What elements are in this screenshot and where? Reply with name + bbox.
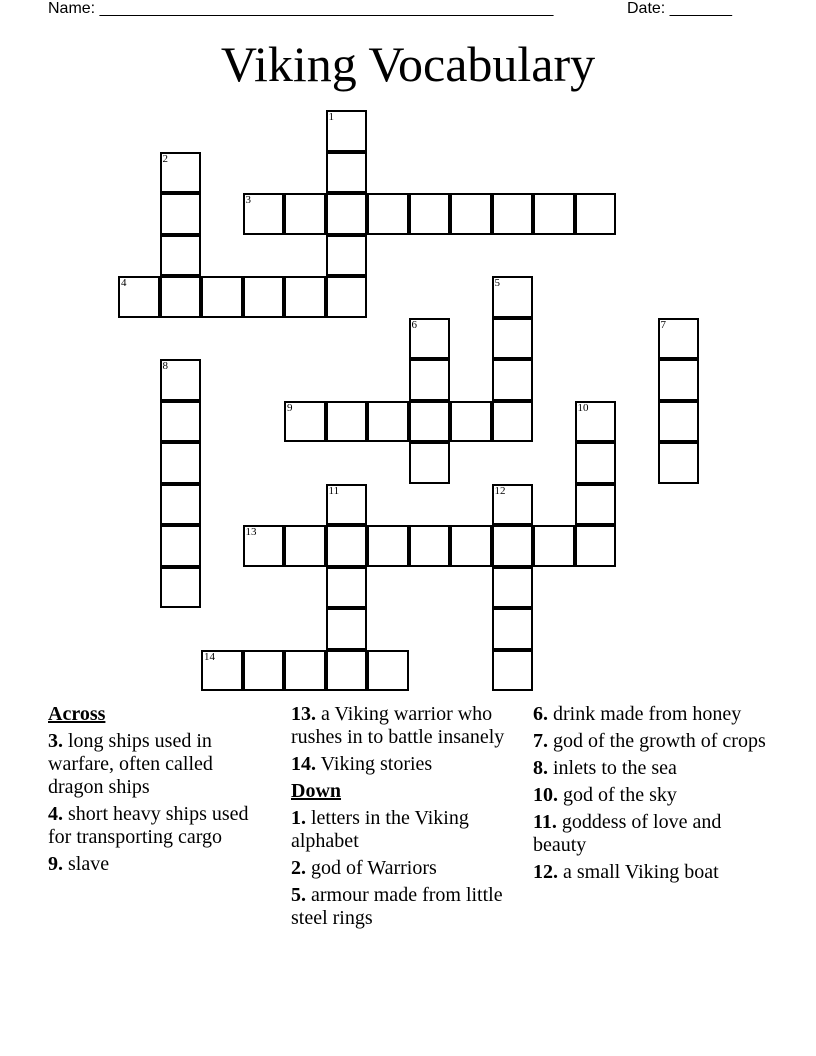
crossword-cell[interactable] (492, 193, 534, 235)
down-heading: Down (291, 780, 342, 802)
crossword-cell[interactable] (575, 484, 617, 526)
crossword-cell[interactable] (367, 401, 409, 443)
crossword-cell[interactable] (367, 193, 409, 235)
crossword-cell[interactable] (367, 650, 409, 692)
clue-number: 5 (494, 277, 500, 289)
crossword-cell[interactable] (160, 525, 202, 567)
clue-number: 3 (245, 194, 251, 206)
clue-number: 12 (494, 484, 506, 497)
clue-number: 4 (121, 277, 127, 289)
clue-number: 9 (287, 401, 293, 414)
crossword-cell[interactable] (533, 525, 575, 567)
clue-down-7: 7. god of the growth of crops (533, 730, 766, 752)
clue-down-6: 6. drink made from honey (533, 703, 742, 725)
crossword-cell[interactable] (450, 401, 492, 443)
crossword-cell[interactable] (492, 567, 534, 609)
crossword-cell[interactable] (575, 193, 617, 235)
clue-number: 8 (162, 360, 168, 372)
crossword-cell[interactable] (160, 359, 202, 401)
crossword-cell[interactable] (492, 525, 534, 567)
crossword-cell[interactable] (243, 650, 285, 692)
crossword-cell[interactable] (160, 567, 202, 609)
clue-across-9: 9. slave (48, 853, 110, 875)
crossword-cell[interactable] (284, 276, 326, 318)
crossword-cell[interactable] (658, 442, 700, 484)
crossword-cell[interactable] (326, 276, 368, 318)
clue-down-2: 2. god of Warriors (291, 857, 437, 879)
crossword-cell[interactable] (367, 525, 409, 567)
clue-across-3: 3. long ships used in warfare, often called dragon ships (48, 730, 213, 798)
clue-number: 6 (411, 318, 417, 331)
crossword-cell[interactable] (575, 442, 617, 484)
crossword-cell[interactable] (492, 484, 534, 526)
crossword-cell[interactable] (492, 359, 534, 401)
crossword-cell[interactable] (160, 193, 202, 235)
crossword-cell[interactable] (492, 650, 534, 692)
crossword-cell[interactable] (160, 484, 202, 526)
page-title: Viking Vocabulary (220, 36, 596, 92)
crossword-cell[interactable] (284, 401, 326, 443)
crossword-cell[interactable] (409, 359, 451, 401)
across-heading: Across (48, 703, 106, 725)
clues-column-2 (291, 703, 521, 934)
crossword-cell[interactable] (160, 276, 202, 318)
crossword-cell[interactable] (409, 193, 451, 235)
clue-down-5: 5. armour made from little steel rings (291, 884, 503, 929)
crossword-cell[interactable] (326, 235, 368, 277)
crossword-cell[interactable] (533, 193, 575, 235)
crossword-cell[interactable] (492, 608, 534, 650)
crossword-cell[interactable] (409, 318, 451, 360)
crossword-cell[interactable] (118, 276, 160, 318)
crossword-cell[interactable] (326, 525, 368, 567)
crossword-cell[interactable] (201, 276, 243, 318)
crossword-cell[interactable] (409, 525, 451, 567)
clue-number: 14 (204, 650, 215, 663)
crossword-cell[interactable] (658, 359, 700, 401)
crossword-cell[interactable] (284, 525, 326, 567)
crossword-cell[interactable] (243, 193, 285, 235)
clue-down-1: 1. letters in the Viking alphabet (291, 807, 469, 852)
clue-down-11: 11. goddess of love and beauty (533, 811, 722, 856)
clue-down-10: 10. god of the sky (533, 784, 677, 806)
clue-number: 7 (660, 318, 666, 331)
crossword-cell[interactable] (326, 608, 368, 650)
crossword-cell[interactable] (326, 193, 368, 235)
crossword-cell[interactable] (658, 401, 700, 443)
crossword-cell[interactable] (160, 152, 202, 194)
crossword-cell[interactable] (409, 442, 451, 484)
crossword-cell[interactable] (326, 567, 368, 609)
crossword-cell[interactable] (160, 401, 202, 443)
clue-down-12: 12. a small Viking boat (533, 861, 719, 883)
crossword-cell[interactable] (409, 401, 451, 443)
clue-number: 11 (328, 484, 340, 497)
crossword-cell[interactable] (326, 110, 368, 152)
clue-number: 1 (328, 111, 334, 123)
crossword-cell[interactable] (450, 193, 492, 235)
clues-column-3 (533, 703, 773, 888)
crossword-cell[interactable] (160, 442, 202, 484)
crossword-cell[interactable] (450, 525, 492, 567)
crossword-cell[interactable] (326, 152, 368, 194)
clue-number: 10 (577, 401, 589, 414)
clue-across-4: 4. short heavy ships used for transporting cargo (48, 803, 249, 848)
crossword-cell[interactable] (492, 401, 534, 443)
name-field[interactable]: Name: ___________________________________________________ (48, 0, 554, 17)
crossword-cell[interactable] (201, 650, 243, 692)
crossword-cell[interactable] (243, 525, 285, 567)
crossword-cell[interactable] (575, 401, 617, 443)
crossword-cell[interactable] (284, 193, 326, 235)
date-field[interactable]: Date: _______ (627, 0, 732, 17)
crossword-cell[interactable] (243, 276, 285, 318)
crossword-cell[interactable] (326, 650, 368, 692)
crossword-cell[interactable] (575, 525, 617, 567)
crossword-cell[interactable] (160, 235, 202, 277)
crossword-cell[interactable] (326, 401, 368, 443)
clue-number: 13 (245, 526, 257, 538)
crossword-cell[interactable] (284, 650, 326, 692)
clue-number: 2 (162, 152, 168, 165)
crossword-cell[interactable] (492, 318, 534, 360)
clue-across-14: 14. Viking stories (291, 753, 433, 775)
clue-down-8: 8. inlets to the sea (533, 757, 677, 779)
crossword-cell[interactable] (326, 484, 368, 526)
clue-across-13: 13. a Viking warrior who rushes in to battle insanely (291, 703, 505, 748)
crossword-cell[interactable] (658, 318, 700, 360)
crossword-cell[interactable] (492, 276, 534, 318)
clues-column-1 (48, 703, 273, 880)
